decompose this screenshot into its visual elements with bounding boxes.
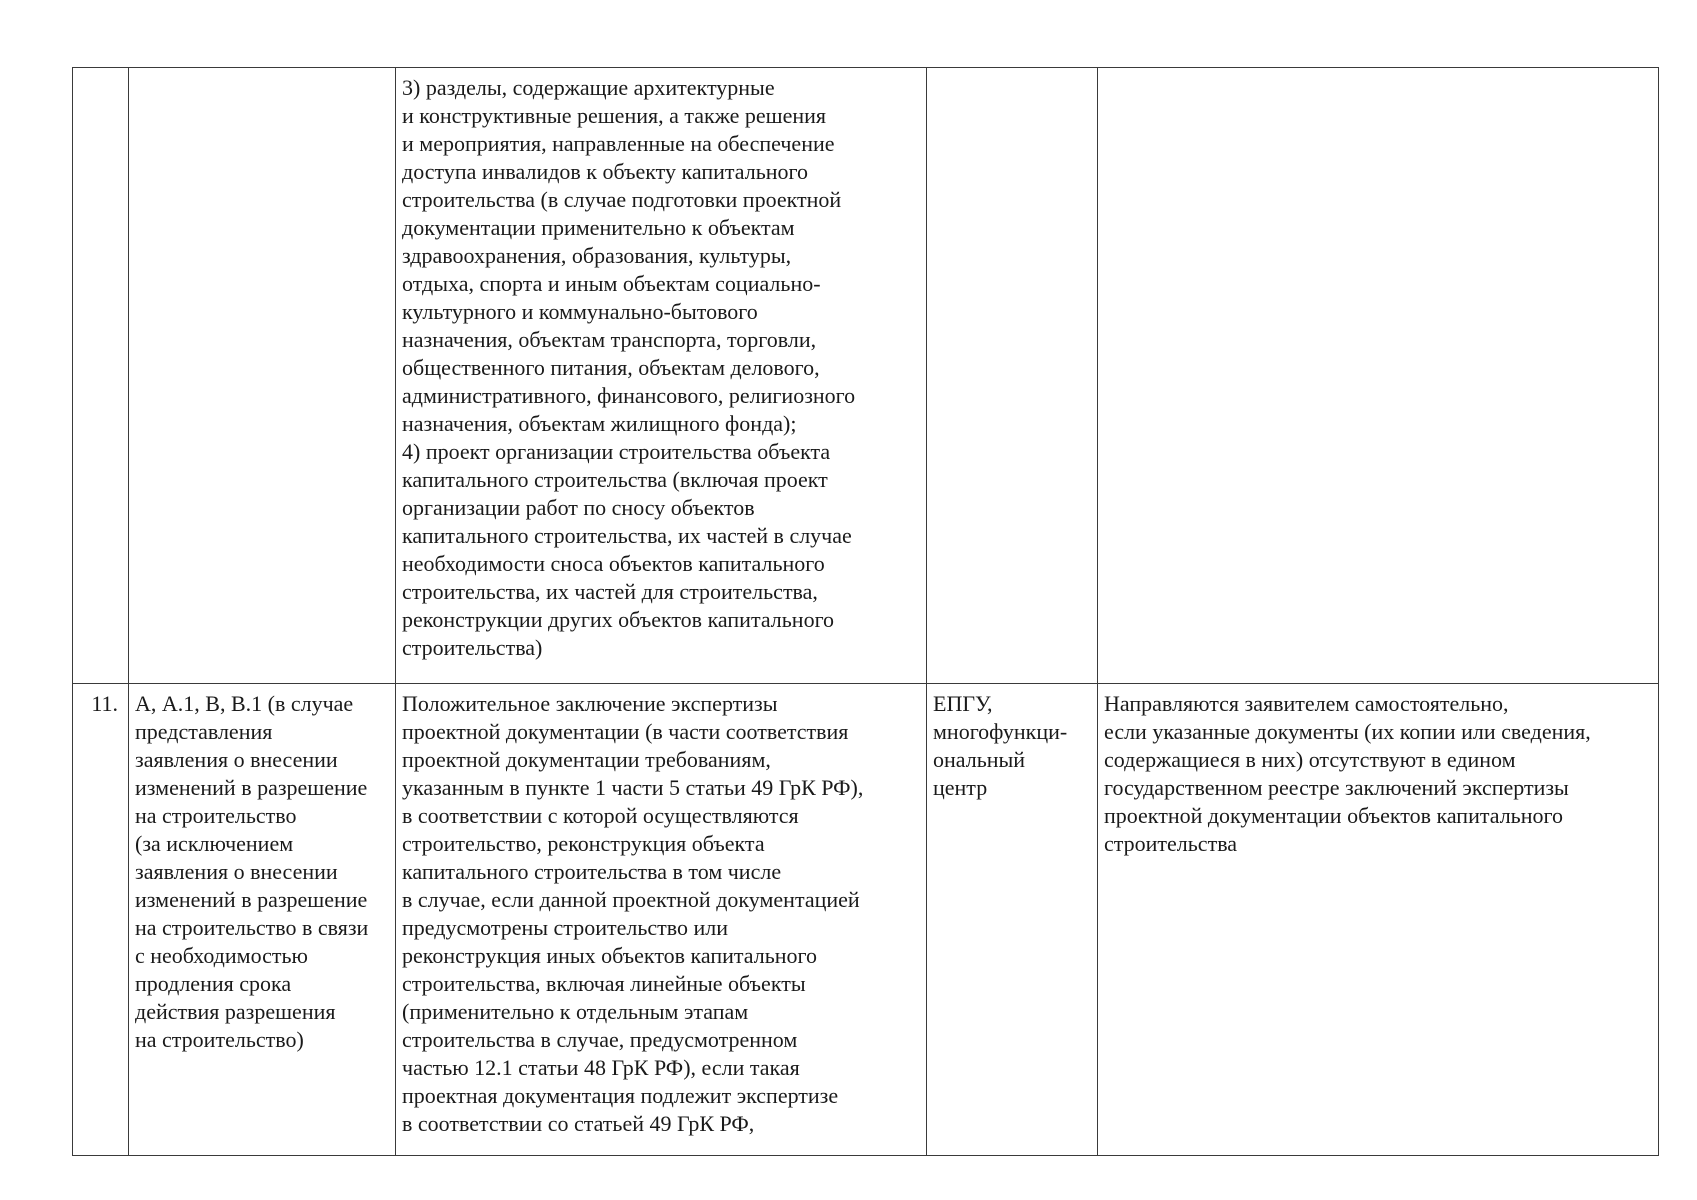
row-number-cell: 11. <box>73 684 129 1156</box>
document-description-cell: 3) разделы, содержащие архитектурные и конструктивные решения, а также решения и мероприятия, направленные на обеспечение доступа инвалидов к объекту капитального строительства (в случае подготовки проектной документации применительно к объектам здравоохранения, образования, культуры, отдыха, спорта и иным объектам социально- культурного и коммунально-бытового назначения, объектам транспорта, торговли, общественного питания, объектам делового, административного, финансового, религиозного назначения, объектам жилищного фонда); 4) проект организации строительства объекта капитального строительства (включая проект организации работ по сносу объектов капитального строительства, их частей в случае необходимости сноса объектов капитального строительства, их частей для строительства, реконструкции других объектов капитального строительства) <box>396 68 927 684</box>
submission-source-cell: ЕПГУ, многофункци- ональный центр <box>927 684 1098 1156</box>
applicant-category-cell <box>129 68 396 684</box>
table-row <box>73 68 1659 684</box>
applicant-category-cell: А, А.1, В, В.1 (в случае представления заявления о внесении изменений в разрешение на строительство (за исключением заявления о внесении изменений в разрешение на строительство в связи с необходимостью продления срока действия разрешения на строительство) <box>129 684 396 1156</box>
note-cell: Направляются заявителем самостоятельно, если указанные документы (их копии или сведения, содержащиеся в них) отсутствуют в едином государственном реестре заключений экспертизы проектной документации объектов капитального строительства <box>1098 684 1659 1156</box>
row-number-cell <box>73 68 129 684</box>
submission-source-cell <box>927 68 1098 684</box>
document-description-cell: Положительное заключение экспертизы проектной документации (в части соответствия проектной документации требованиям, указанным в пункте 1 части 5 статьи 49 ГрК РФ), в соответствии с которой осуществляются строительство, реконструкция объекта капитального строительства в том числе в случае, если данной проектной документацией предусмотрены строительство или реконструкция иных объектов капитального строительства, включая линейные объекты (применительно к отдельным этапам строительства в случае, предусмотренном частью 12.1 статьи 48 ГрК РФ), если такая проектная документация подлежит экспертизе в соответствии со статьей 49 ГрК РФ, <box>396 684 927 1156</box>
requirements-table <box>72 67 1659 1156</box>
note-cell <box>1098 68 1659 684</box>
table-row <box>73 684 1659 1156</box>
